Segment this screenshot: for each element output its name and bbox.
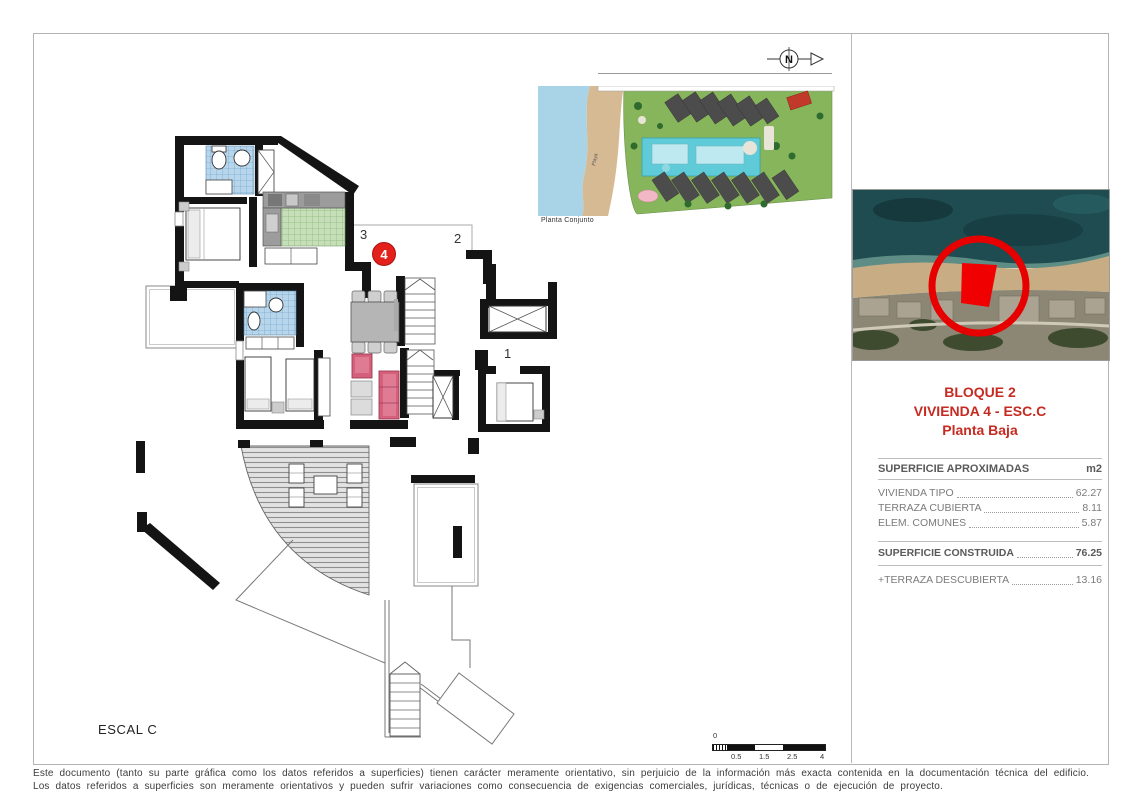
header-label: SUPERFICIE APROXIMADAS	[878, 463, 1030, 475]
exterior-stair	[390, 662, 420, 736]
toilet	[212, 151, 226, 169]
table-extra-row	[878, 573, 1102, 588]
scale-bar-comb	[712, 744, 727, 751]
total-value: 76.25	[1075, 547, 1102, 559]
road-line-top	[598, 73, 832, 74]
scale-tick: 2.5	[787, 752, 798, 761]
header-unit: m2	[1086, 463, 1102, 475]
beach-label: Playa	[591, 152, 600, 167]
unit-badge-number: 4	[380, 247, 388, 262]
table-row	[878, 516, 1102, 531]
row-value: 62.27	[1075, 487, 1102, 499]
site-plan-caption: Planta Conjunto	[541, 217, 594, 224]
coffee-table	[351, 381, 372, 397]
scale-tick: 4	[820, 752, 825, 761]
title-line-3: Planta Baja	[942, 422, 1018, 438]
stairs-upper	[405, 278, 435, 344]
floor-plan	[135, 125, 567, 750]
toilet	[248, 312, 260, 330]
dining-table	[351, 302, 399, 342]
scale-tick: 1.5	[759, 752, 770, 761]
extra-label: +TERRAZA DESCUBIERTA	[878, 574, 1010, 586]
north-arrow-icon	[765, 42, 825, 76]
tv-unit	[394, 299, 398, 331]
kitchen	[263, 192, 345, 264]
title-line-2: VIVIENDA 4 - ESC.C	[913, 403, 1047, 419]
table-header	[878, 459, 1102, 479]
aerial-photo	[852, 189, 1110, 361]
unit-label-3: 3	[360, 227, 368, 242]
panel-divider	[851, 34, 852, 763]
plan-title	[858, 383, 1102, 440]
stairs-lower	[407, 350, 434, 414]
terrace-right	[414, 484, 478, 586]
surface-table	[878, 458, 1102, 588]
row-value: 8.11	[1082, 502, 1102, 514]
dining-set	[351, 291, 399, 353]
wardrobe	[246, 337, 294, 349]
row-label: TERRAZA CUBIERTA	[878, 502, 982, 514]
scale-zero: 0	[713, 731, 718, 740]
total-label: SUPERFICIE CONSTRUIDA	[878, 547, 1014, 559]
bathroom-middle	[244, 291, 296, 335]
disclaimer-line-1: Este documento (tanto su parte gráfica como los datos referidos a superficies) tienen carácter meramente orientativo, sin perjuicio de la información más exacta contenida en la documentación técnica del edificio.	[33, 768, 1089, 779]
beach-area	[582, 86, 624, 216]
scale-bar	[711, 731, 831, 759]
table-row	[878, 501, 1102, 516]
scale-bar-strip	[712, 744, 826, 751]
scale-label: ESCAL C	[98, 722, 158, 737]
balcony-left	[146, 286, 238, 348]
unit-label-2: 2	[454, 231, 462, 246]
elevator-shaft-small	[433, 376, 453, 418]
closet	[258, 150, 274, 194]
title-line-1: BLOQUE 2	[944, 384, 1016, 400]
bedroom-top	[179, 202, 240, 271]
extra-value: 13.16	[1075, 574, 1102, 586]
bedroom-right	[497, 383, 544, 421]
row-value: 5.87	[1081, 517, 1102, 529]
north-letter: N	[785, 54, 793, 66]
disclaimer-line-2: Los datos referidos a superficies son meramente orientativos y pueden sufrir variaciones como consecuencia de exigencias comerciales, jurídicas, técnicas o de ejecución de proyecto.	[33, 781, 943, 792]
exterior-ramp	[437, 673, 514, 744]
row-label: VIVIENDA TIPO	[878, 487, 954, 499]
bathroom-top	[206, 146, 254, 194]
table-total-row	[878, 542, 1102, 565]
elevator-shaft-large	[489, 306, 546, 332]
row-label: ELEM. COMUNES	[878, 517, 967, 529]
site-plan	[538, 86, 836, 216]
sink	[234, 150, 250, 166]
unit-label-1: 1	[504, 346, 512, 361]
table-row	[878, 486, 1102, 501]
sink	[269, 298, 283, 312]
scale-tick: 0.5	[731, 752, 742, 761]
pond	[638, 190, 658, 202]
outdoor-table	[314, 476, 337, 494]
